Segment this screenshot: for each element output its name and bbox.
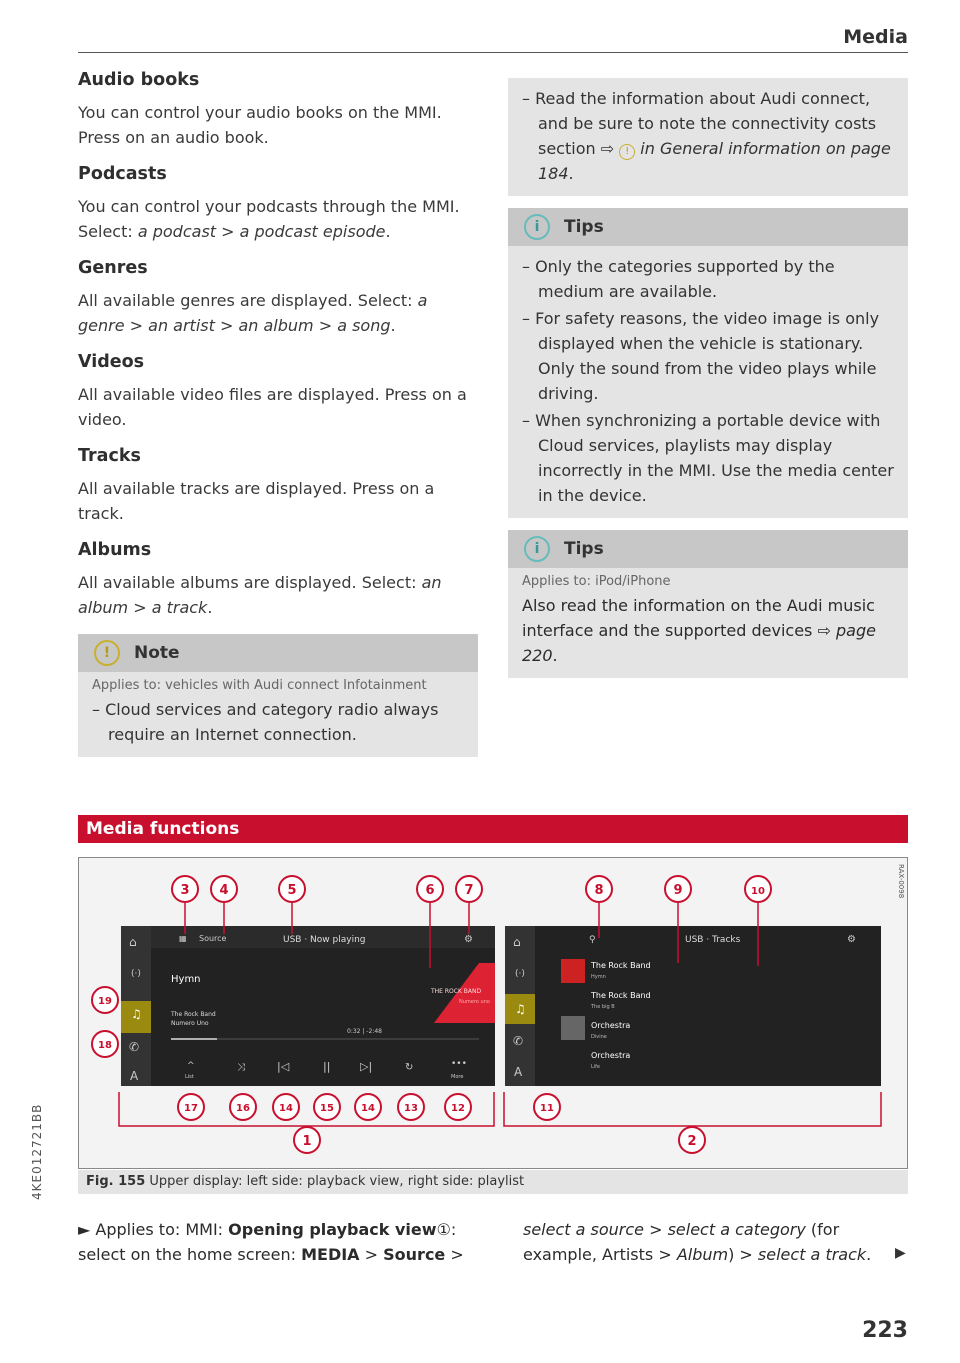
pause-icon: || [323, 1060, 331, 1073]
tips-content-1 [508, 246, 908, 518]
music-icon: ♫ [515, 1002, 526, 1016]
podcasts-text: You can control your podcasts through the MMI. Select: a podcast > a podcast episode. [78, 197, 460, 241]
track-name: Orchestra [591, 1021, 631, 1030]
artist-name: The Rock Band [171, 1011, 216, 1018]
callout-16 [230, 1094, 256, 1120]
track-cover [561, 959, 585, 983]
callout-6 [417, 876, 443, 902]
connect-item: – Read the information about Audi connect, and be sure to note the connectivity costs section ⇨ ! in General information on page 184. [522, 89, 891, 183]
connect-box [508, 78, 908, 196]
section-title: Media functions [78, 815, 908, 843]
figure-caption: Fig. 155 Upper display: left side: playback view, right side: playlist [78, 1170, 908, 1194]
figure-illustration [79, 858, 907, 1168]
note-item: – Cloud services and category radio always require an Internet connection. [92, 700, 439, 744]
albums-text: All available albums are displayed. Select: an album > a track. [78, 573, 442, 617]
svg-text:12: 12 [451, 1103, 465, 1114]
more-label: More [451, 1074, 464, 1080]
tips-title: Tips [564, 539, 604, 559]
tips-box-1 [508, 208, 908, 518]
callout-14 [273, 1094, 299, 1120]
prev-icon: |◁ [277, 1060, 290, 1073]
more-dots-icon: ••• [451, 1059, 467, 1069]
music-icon: ♫ [131, 1007, 142, 1021]
track-name: The Rock Band [591, 991, 651, 1000]
callout-2 [679, 1127, 705, 1153]
callout-19 [92, 987, 118, 1013]
heading-genres: Genres [78, 258, 148, 278]
shuffle-icon: ⤨ [237, 1062, 245, 1073]
left-column [78, 70, 478, 769]
callout-17 [178, 1094, 204, 1120]
track-sub: The big B [591, 1004, 615, 1010]
list-label: List [185, 1074, 194, 1080]
svg-text:17: 17 [184, 1103, 198, 1114]
svg-text:5: 5 [287, 883, 297, 898]
tips-item: – For safety reasons, the video image is only displayed when the vehicle is stationary. Only the sound from the video plays while driving. [522, 309, 880, 403]
svg-text:15: 15 [320, 1103, 334, 1114]
callout-11 [534, 1094, 560, 1120]
tips-applies: Applies to: iPod/iPhone [522, 574, 671, 589]
source-tab: Source [199, 934, 227, 943]
svg-text:14: 14 [279, 1103, 293, 1114]
tracks-text: All available tracks are displayed. Press on a track. [78, 479, 435, 523]
svg-text:1: 1 [302, 1134, 312, 1149]
callout-18 [92, 1031, 118, 1057]
song-title: Hymn [171, 974, 201, 985]
continue-arrow-icon: ▶ [895, 1245, 906, 1261]
svg-text:4: 4 [219, 883, 229, 898]
heading-videos: Videos [78, 352, 145, 372]
left-crumb: USB · Now playing [283, 935, 366, 945]
note-bar [78, 634, 478, 672]
tips-title: Tips [564, 217, 604, 237]
left-screen [121, 926, 495, 1086]
callout-4 [211, 876, 237, 902]
phone-icon: ✆ [513, 1034, 524, 1048]
info-icon: i [524, 536, 550, 562]
note-title: Note [134, 643, 180, 663]
cover-subtext: Numero uno [459, 999, 490, 1005]
instruction-right: select a source > select a category (for example, Artists > Album) > select a track. [523, 1220, 872, 1264]
svg-text:9: 9 [673, 883, 683, 898]
next-icon: ▷| [360, 1060, 373, 1073]
search-icon: ⚲ [589, 935, 596, 945]
nav-icon: A [514, 1065, 523, 1079]
track-name: Orchestra [591, 1051, 631, 1060]
heading-podcasts: Podcasts [78, 164, 167, 184]
tips-item: – Only the categories supported by the medium are available. [522, 257, 835, 301]
genres-text: All available genres are displayed. Select: a genre > an artist > an album > a song. [78, 291, 428, 335]
info-icon: i [524, 214, 550, 240]
callout-15 [314, 1094, 340, 1120]
videos-text: All available video files are displayed. Press on a video. [78, 385, 467, 429]
svg-text:14: 14 [361, 1103, 375, 1114]
svg-text:19: 19 [98, 996, 112, 1007]
nav-icon: A [130, 1069, 139, 1083]
callout-7 [456, 876, 482, 902]
svg-text:6: 6 [425, 883, 435, 898]
figure-code: RAX-0098 [897, 864, 905, 899]
callout-1 [294, 1127, 320, 1153]
page-number: 223 [862, 1318, 908, 1343]
home-icon: ⌂ [513, 935, 521, 949]
svg-text:11: 11 [540, 1103, 554, 1114]
heading-audio-books: Audio books [78, 70, 200, 90]
svg-text:3: 3 [180, 883, 190, 898]
tips-item: – When synchronizing a portable device with Cloud services, playlists may display incorrectly in the MMI. Use the media center in the device. [522, 411, 894, 505]
repeat-icon: ↻ [405, 1062, 414, 1073]
radio-icon: (·) [131, 969, 141, 979]
right-crumb: USB · Tracks [685, 935, 741, 945]
instruction-left: ► Applies to: MMI: Opening playback view①: select on the home screen: MEDIA > Source > [78, 1220, 464, 1264]
svg-text:2: 2 [687, 1134, 697, 1149]
running-header: Media [843, 26, 908, 48]
cover-text: THE ROCK BAND [431, 988, 482, 995]
svg-text:10: 10 [751, 886, 765, 897]
phone-icon: ✆ [129, 1040, 140, 1054]
album-name: Numero Uno [171, 1020, 209, 1027]
tips-bar-2 [508, 530, 908, 568]
heading-albums: Albums [78, 540, 152, 560]
warning-icon: ! [619, 144, 635, 160]
right-screen [505, 926, 881, 1086]
callout-10 [745, 876, 771, 902]
grid-icon: ▦ [179, 934, 187, 943]
svg-text:8: 8 [594, 883, 604, 898]
svg-text:7: 7 [464, 883, 474, 898]
home-icon: ⌂ [129, 935, 137, 949]
callout-5 [279, 876, 305, 902]
callout-8 [586, 876, 612, 902]
audio-books-text: You can control your audio books on the MMI. Press on an audio book. [78, 103, 442, 147]
tips-content-2 [508, 568, 908, 678]
right-column [508, 78, 908, 690]
track-sub: Hymn [591, 974, 606, 980]
figure-155 [78, 857, 908, 1169]
header-rule [78, 52, 908, 53]
heading-tracks: Tracks [78, 446, 141, 466]
document-id: 4KE012721BB [30, 1103, 44, 1200]
note-applies: Applies to: vehicles with Audi connect Infotainment [92, 678, 427, 693]
warning-icon: ! [94, 640, 120, 666]
list-chevron-icon: ^ [187, 1061, 195, 1071]
svg-text:13: 13 [404, 1103, 418, 1114]
note-content [78, 672, 478, 757]
callout-13 [398, 1094, 424, 1120]
tips-box-2 [508, 530, 908, 678]
track-sub: Divine [591, 1034, 607, 1040]
callout-9 [665, 876, 691, 902]
time-display: 0:32 | -2:48 [347, 1028, 382, 1035]
callout-3 [172, 876, 198, 902]
track-name: The Rock Band [591, 961, 651, 970]
note-box [78, 634, 478, 757]
svg-text:18: 18 [98, 1040, 112, 1051]
tips-text: Also read the information on the Audi music interface and the supported devices ⇨ page 220. [522, 596, 876, 665]
settings-icon: ⚙ [847, 934, 856, 945]
page-link[interactable]: ⇨ page 220 [522, 621, 876, 665]
callout-12 [445, 1094, 471, 1120]
track-cover [561, 1016, 585, 1040]
tips-bar-1 [508, 208, 908, 246]
callout-14 [355, 1094, 381, 1120]
settings-icon: ⚙ [464, 934, 473, 945]
svg-text:16: 16 [236, 1103, 250, 1114]
track-sub: Life [591, 1064, 601, 1070]
radio-icon: (·) [515, 969, 525, 979]
